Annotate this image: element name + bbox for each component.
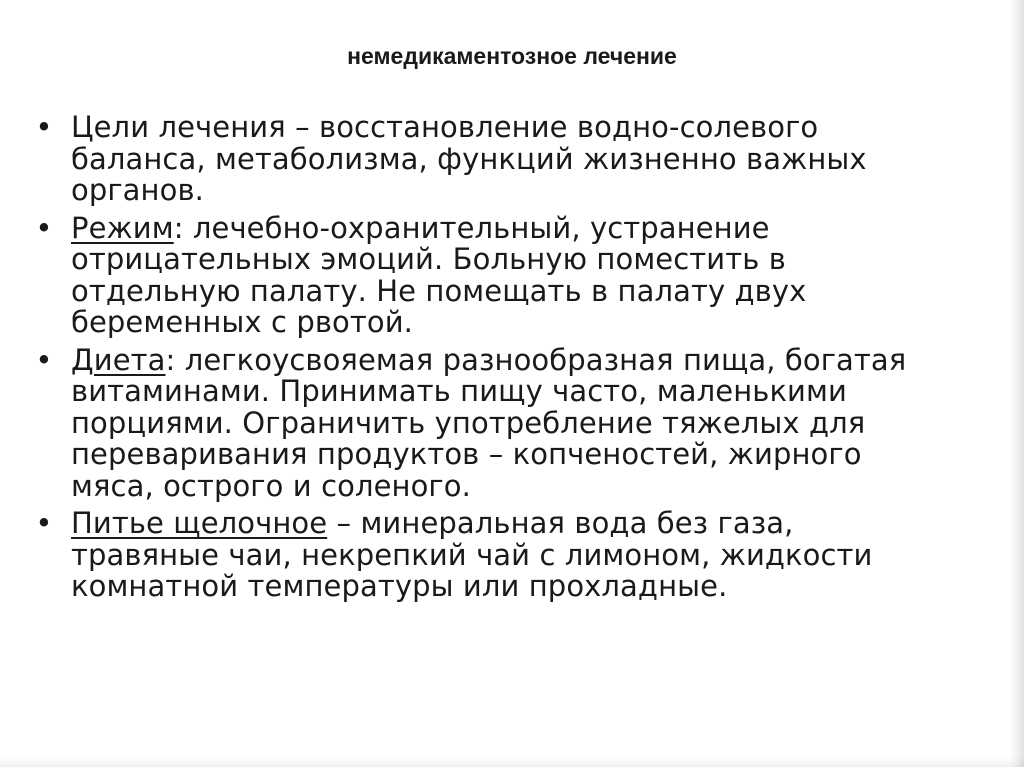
slide-edge-shadow-bottom [0, 757, 1024, 767]
bullet-marker: • [35, 342, 53, 377]
bullet-drinking [34, 508, 914, 603]
bullet-term: Режим [71, 210, 174, 245]
bullet-marker: • [35, 110, 53, 144]
bullet-marker: • [35, 506, 53, 540]
bullet-term: Диета [71, 342, 166, 377]
slide-edge-shadow-right [1010, 0, 1024, 767]
slide-title: немедикаментозное лечение [347, 43, 677, 69]
bullet-regime [34, 210, 914, 339]
bullet-text: Цели лечения – восстановление водно-солевого баланса, метаболизма, функций жизненно важных органов. [71, 110, 867, 207]
bullet-list [34, 112, 914, 609]
bullet-goals [34, 112, 914, 207]
bullet-text: : легкоусвояемая разнообразная пища, богатая витаминами. Принимать пищу часто, маленькими порциями. Ограничить употребление тяжелых для переваривания продуктов – копченостей, жирного мяса, острого и соленого. [71, 342, 907, 503]
bullet-term: Питье щелочное [71, 506, 328, 540]
bullet-marker: • [35, 210, 53, 245]
bullet-diet [34, 342, 914, 503]
bullet-text: – минеральная вода без газа, травяные чаи, некрепкий чай с лимоном, жидкости комнатной температуры или прохладные. [71, 506, 873, 603]
bullet-text: : лечебно-охранительный, устранение отрицательных эмоций. Больную поместить в отдельную палату. Не помещать в палату двух беременных с рвотой. [71, 210, 807, 339]
